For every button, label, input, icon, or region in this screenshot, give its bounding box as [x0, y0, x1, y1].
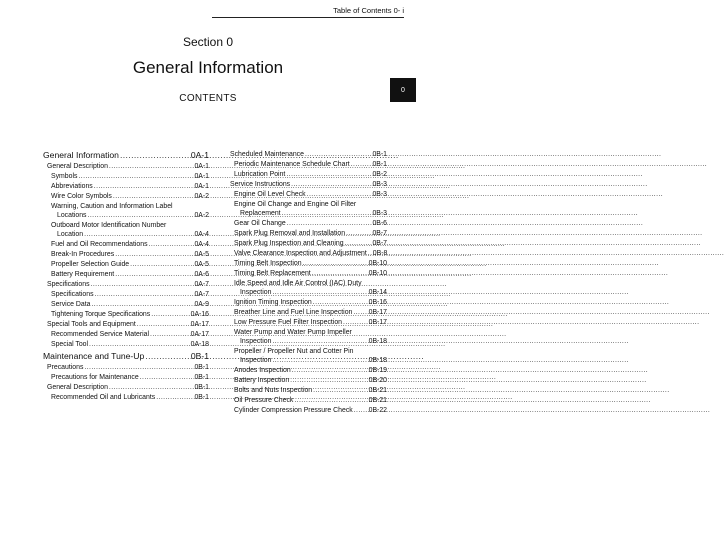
toc-entry-label: Spark Plug Inspection and Cleaning [234, 240, 344, 247]
toc-entry-page: 0B-18 [368, 357, 387, 364]
toc-entry-label: Locations [57, 212, 87, 219]
toc-entry-label: Fuel and Oil Recommendations [51, 241, 148, 248]
toc-entry-page: 0A-9 [194, 301, 209, 308]
toc-entry[interactable] [43, 280, 209, 289]
toc-entry-page: 0B-7 [372, 240, 387, 247]
toc-entry-page: 0A-2 [194, 193, 209, 200]
toc-entry-label: Scheduled Maintenance [230, 151, 304, 158]
toc-entry-page: 0B-1 [194, 384, 209, 391]
toc-leader-dots [120, 150, 190, 161]
toc-leader-dots [290, 376, 367, 385]
toc-entry-label: Specifications [47, 281, 90, 288]
toc-entry-page: 0B-8 [372, 250, 388, 257]
toc-leader-dots [115, 270, 193, 279]
toc-leader-dots [115, 250, 193, 259]
toc-entry-label: Warning, Caution and Information Label [51, 203, 173, 210]
toc-entry-label: Cylinder Compression Pressure Check [234, 407, 353, 414]
toc-leader-dots [294, 396, 367, 405]
toc-leader-dots [130, 260, 193, 269]
toc-leader-dots [272, 356, 367, 365]
toc-leader-dots [91, 280, 194, 289]
toc-leader-dots [291, 180, 371, 189]
toc-entry-page: 0B-19 [368, 367, 387, 374]
toc-entry-page: 0A-1 [194, 163, 209, 170]
toc-entry[interactable] [43, 270, 209, 279]
toc-entry-page: 0B-21 [368, 397, 387, 404]
toc-entry-page: 0A-4 [194, 241, 209, 248]
toc-entry-page: 0B-3 [372, 210, 387, 217]
toc-leader-dots [113, 192, 194, 201]
toc-entry[interactable] [43, 300, 209, 309]
toc-entry-page: 0A-1 [194, 173, 209, 180]
toc-leader-dots [287, 219, 372, 228]
toc-leader-dots [353, 308, 367, 317]
toc-entry[interactable] [43, 221, 209, 230]
toc-entry-page: 0B-1 [372, 161, 387, 168]
toc-entry[interactable] [226, 386, 387, 395]
toc-entry[interactable] [226, 219, 387, 228]
toc-entry[interactable] [226, 229, 387, 238]
toc-entry-label: Engine Oil Change and Engine Oil Filter [234, 201, 357, 208]
toc-leader-dots [303, 259, 368, 268]
toc-leader-dots [345, 239, 372, 248]
toc-entry[interactable] [226, 298, 387, 307]
toc-leader-dots [351, 160, 372, 169]
toc-entry-label: Abbreviations [51, 183, 93, 190]
toc-entry[interactable] [226, 337, 387, 346]
toc-entry-label: Service Data [51, 301, 91, 308]
toc-leader-dots [150, 330, 190, 339]
toc-entry[interactable] [226, 269, 387, 278]
toc-entry-page: 0B-22 [368, 407, 387, 414]
toc-entry-label: Tightening Torque Specifications [51, 311, 151, 318]
toc-entry-page: 0A-17 [190, 331, 209, 338]
toc-entry-label: Low Pressure Fuel Filter Inspection [234, 319, 342, 326]
toc-entry-page: 0B-1 [194, 364, 209, 371]
toc-leader-dots [312, 269, 368, 278]
toc-entry[interactable] [43, 330, 209, 339]
toc-entry-page: 0A-4 [194, 231, 209, 238]
toc-entry-label: Engine Oil Level Check [234, 191, 306, 198]
toc-entry-label: Timing Belt Replacement [234, 270, 311, 277]
toc-entry[interactable] [226, 308, 387, 317]
toc-entry-label: Anodes Inspection [234, 367, 291, 374]
toc-entry-page: 0B-20 [368, 377, 387, 384]
toc-leader-dots [346, 229, 371, 238]
toc-entry-label: Replacement [240, 210, 281, 217]
toc-entry[interactable] [226, 328, 387, 337]
toc-leader-dots [95, 290, 194, 299]
toc-entry-page: 0B-16 [368, 299, 387, 306]
toc-entry[interactable] [43, 363, 209, 372]
toc-entry[interactable] [43, 172, 209, 181]
toc-leader-dots [313, 298, 368, 307]
toc-leader-dots [354, 406, 368, 415]
toc-entry-label: Recommended Oil and Lubricants [51, 394, 156, 401]
toc-entry[interactable] [226, 160, 387, 169]
toc-leader-dots [156, 393, 193, 402]
toc-entry[interactable] [226, 279, 387, 288]
toc-entry[interactable] [43, 211, 209, 220]
toc-entry-label: Ignition Timing Inspection [234, 299, 312, 306]
toc-leader-dots [368, 249, 372, 258]
toc-entry[interactable] [43, 393, 209, 402]
toc-left-column [43, 150, 209, 403]
toc-entry[interactable] [226, 288, 387, 297]
toc-entry-page: 0B-17 [368, 319, 387, 326]
section-label: Section 0 [182, 35, 234, 49]
toc-entry-label: Battery Requirement [51, 271, 115, 278]
toc-leader-dots [137, 320, 190, 329]
toc-entry[interactable] [226, 200, 387, 209]
toc-entry[interactable] [226, 170, 387, 179]
toc-leader-dots [109, 162, 194, 171]
toc-entry-page: 0B-18 [368, 338, 387, 345]
toc-entry[interactable] [43, 310, 209, 319]
toc-entry-label: Recommended Service Material [51, 331, 150, 338]
toc-entry-label: General Description [47, 384, 108, 391]
toc-leader-dots [313, 386, 367, 395]
toc-entry-label: Special Tools and Equipment [47, 321, 136, 328]
toc-leader-dots [272, 288, 367, 297]
toc-leader-dots [343, 318, 368, 327]
toc-leader-dots [272, 337, 367, 346]
toc-entry[interactable] [226, 209, 387, 218]
header-rule [212, 17, 404, 18]
toc-entry-page: 0B-1 [190, 351, 209, 361]
toc-entry[interactable] [226, 190, 387, 199]
toc-entry-page: 0B-17 [368, 309, 387, 316]
toc-entry-page: 0A-2 [194, 212, 209, 219]
toc-entry-label: Location [57, 231, 84, 238]
toc-leader-dots [109, 383, 194, 392]
toc-leader-dots [94, 182, 194, 191]
toc-entry-page: 0B-1 [372, 151, 387, 158]
toc-entry[interactable] [43, 260, 209, 269]
toc-entry-page: 0A-7 [194, 291, 209, 298]
toc-entry[interactable] [43, 240, 209, 249]
toc-entry-label: Bolts and Nuts Inspection [234, 387, 313, 394]
toc-entry[interactable] [226, 259, 387, 268]
toc-entry-page: 0A-17 [190, 321, 209, 328]
toc-entry[interactable] [226, 406, 387, 415]
toc-leader-dots [140, 373, 194, 382]
toc-entry-label: Specifications [51, 291, 94, 298]
toc-entry-page: 0A-7 [194, 281, 209, 288]
toc-leader-dots [282, 209, 372, 218]
toc-entry-page: 0A-1 [190, 150, 209, 160]
toc-entry[interactable] [43, 351, 209, 362]
toc-entry[interactable] [43, 150, 209, 161]
toc-entry-label: General Description [47, 163, 108, 170]
toc-leader-dots [88, 211, 194, 220]
toc-entry[interactable] [43, 202, 209, 211]
toc-entry-label: General Information [43, 150, 119, 160]
toc-entry[interactable] [43, 182, 209, 191]
toc-entry-page: 0A-5 [194, 261, 209, 268]
toc-entry-label: Breather Line and Fuel Line Inspection [234, 309, 353, 316]
toc-entry-page: 0B-1 [194, 394, 209, 401]
toc-leader-dots [307, 190, 372, 199]
toc-entry-page: 0B-3 [372, 181, 387, 188]
toc-entry-page: 0B-1 [194, 374, 209, 381]
running-header [0, 0, 416, 24]
toc-entry[interactable] [43, 250, 209, 259]
toc-entry-label: Valve Clearance Inspection and Adjustment [234, 250, 367, 257]
toc-entry-page: 0A-1 [194, 183, 209, 190]
toc-entry-label: Precautions for Maintenance [51, 374, 139, 381]
toc-entry[interactable] [226, 347, 387, 356]
toc-entry[interactable] [226, 366, 387, 375]
toc-entry[interactable] [43, 320, 209, 329]
toc-leader-dots [145, 351, 190, 362]
toc-leader-dots [286, 170, 371, 179]
toc-entry[interactable] [43, 162, 209, 171]
toc-entry[interactable] [226, 150, 387, 159]
toc-entry[interactable] [226, 249, 387, 258]
toc-entry[interactable] [226, 376, 387, 385]
toc-entry-label: Precautions [47, 364, 84, 371]
toc-leader-dots [84, 363, 193, 372]
toc-entry-label: Propeller Selection Guide [51, 261, 130, 268]
toc-leader-dots [78, 172, 193, 181]
header-text: Table of Contents 0- i [333, 6, 404, 15]
toc-entry-label: Inspection [240, 338, 272, 345]
section-tab: 0 [390, 78, 416, 102]
page-title: General Information [132, 58, 284, 77]
toc-entry-label: Oil Pressure Check [234, 397, 294, 404]
toc-leader-dots [149, 240, 194, 249]
toc-entry-label: Inspection [240, 357, 272, 364]
toc-entry-label: Spark Plug Removal and Installation [234, 230, 346, 237]
toc-entry-label: Maintenance and Tune-Up [43, 351, 145, 361]
toc-leader-dots [151, 310, 189, 319]
toc-entry-label: Wire Color Symbols [51, 193, 112, 200]
toc-entry-label: Water Pump and Water Pump Impeller [234, 329, 352, 336]
toc-entry-page: 0B-10 [368, 270, 387, 277]
toc-entry[interactable] [226, 318, 387, 327]
toc-entry-page: 0A-6 [194, 271, 209, 278]
toc-entry-page: 0B-10 [368, 260, 387, 267]
toc-entry-label: Inspection [240, 289, 272, 296]
toc-entry-page: 0A-5 [194, 251, 209, 258]
toc-entry[interactable] [43, 230, 209, 239]
toc-entry[interactable] [43, 290, 209, 299]
toc-leader-dots [84, 230, 193, 239]
toc-entry[interactable] [226, 356, 387, 365]
toc-entry-page: 0B-14 [368, 289, 387, 296]
toc-entry[interactable] [43, 192, 209, 201]
toc-entry[interactable] [43, 383, 209, 392]
toc-entry[interactable] [226, 396, 387, 405]
toc-entry-label: Idle Speed and Idle Air Control (IAC) Duty [234, 280, 362, 287]
toc-leader-dots [292, 366, 368, 375]
toc-entry-label: Timing Belt Inspection [234, 260, 302, 267]
toc-entry[interactable] [226, 180, 387, 189]
toc-entry-page: 0B-7 [372, 230, 387, 237]
toc-entry-label: Service Instructions [230, 181, 291, 188]
toc-entry-page: 0B-6 [372, 220, 387, 227]
toc-entry[interactable] [43, 373, 209, 382]
toc-entry-label: Gear Oil Change [234, 220, 286, 227]
toc-leader-dots [305, 150, 372, 159]
toc-entry-label: Battery Inspection [234, 377, 290, 384]
toc-entry-label: Periodic Maintenance Schedule Chart [234, 161, 350, 168]
toc-entry-label: Break-In Procedures [51, 251, 115, 258]
toc-entry[interactable] [43, 340, 209, 349]
contents-heading: CONTENTS [179, 93, 237, 104]
toc-entry-label: Symbols [51, 173, 78, 180]
toc-entry-label: Outboard Motor Identification Number [51, 222, 167, 229]
toc-entry-page: 0B-2 [372, 171, 387, 178]
toc-right-column [226, 150, 387, 416]
toc-entry-page: 0A-18 [190, 341, 209, 348]
toc-entry-label: Propeller / Propeller Nut and Cotter Pin [234, 348, 354, 355]
toc-leader-dots [91, 300, 193, 309]
toc-entry-page: 0B-3 [372, 191, 387, 198]
toc-entry-page: 0A-16 [190, 311, 209, 318]
toc-entry[interactable] [226, 239, 387, 248]
toc-entry-page: 0B-21 [368, 387, 387, 394]
toc-entry-label: Special Tool [51, 341, 89, 348]
toc-entry-label: Lubrication Point [234, 171, 286, 178]
toc-leader-dots [89, 340, 190, 349]
